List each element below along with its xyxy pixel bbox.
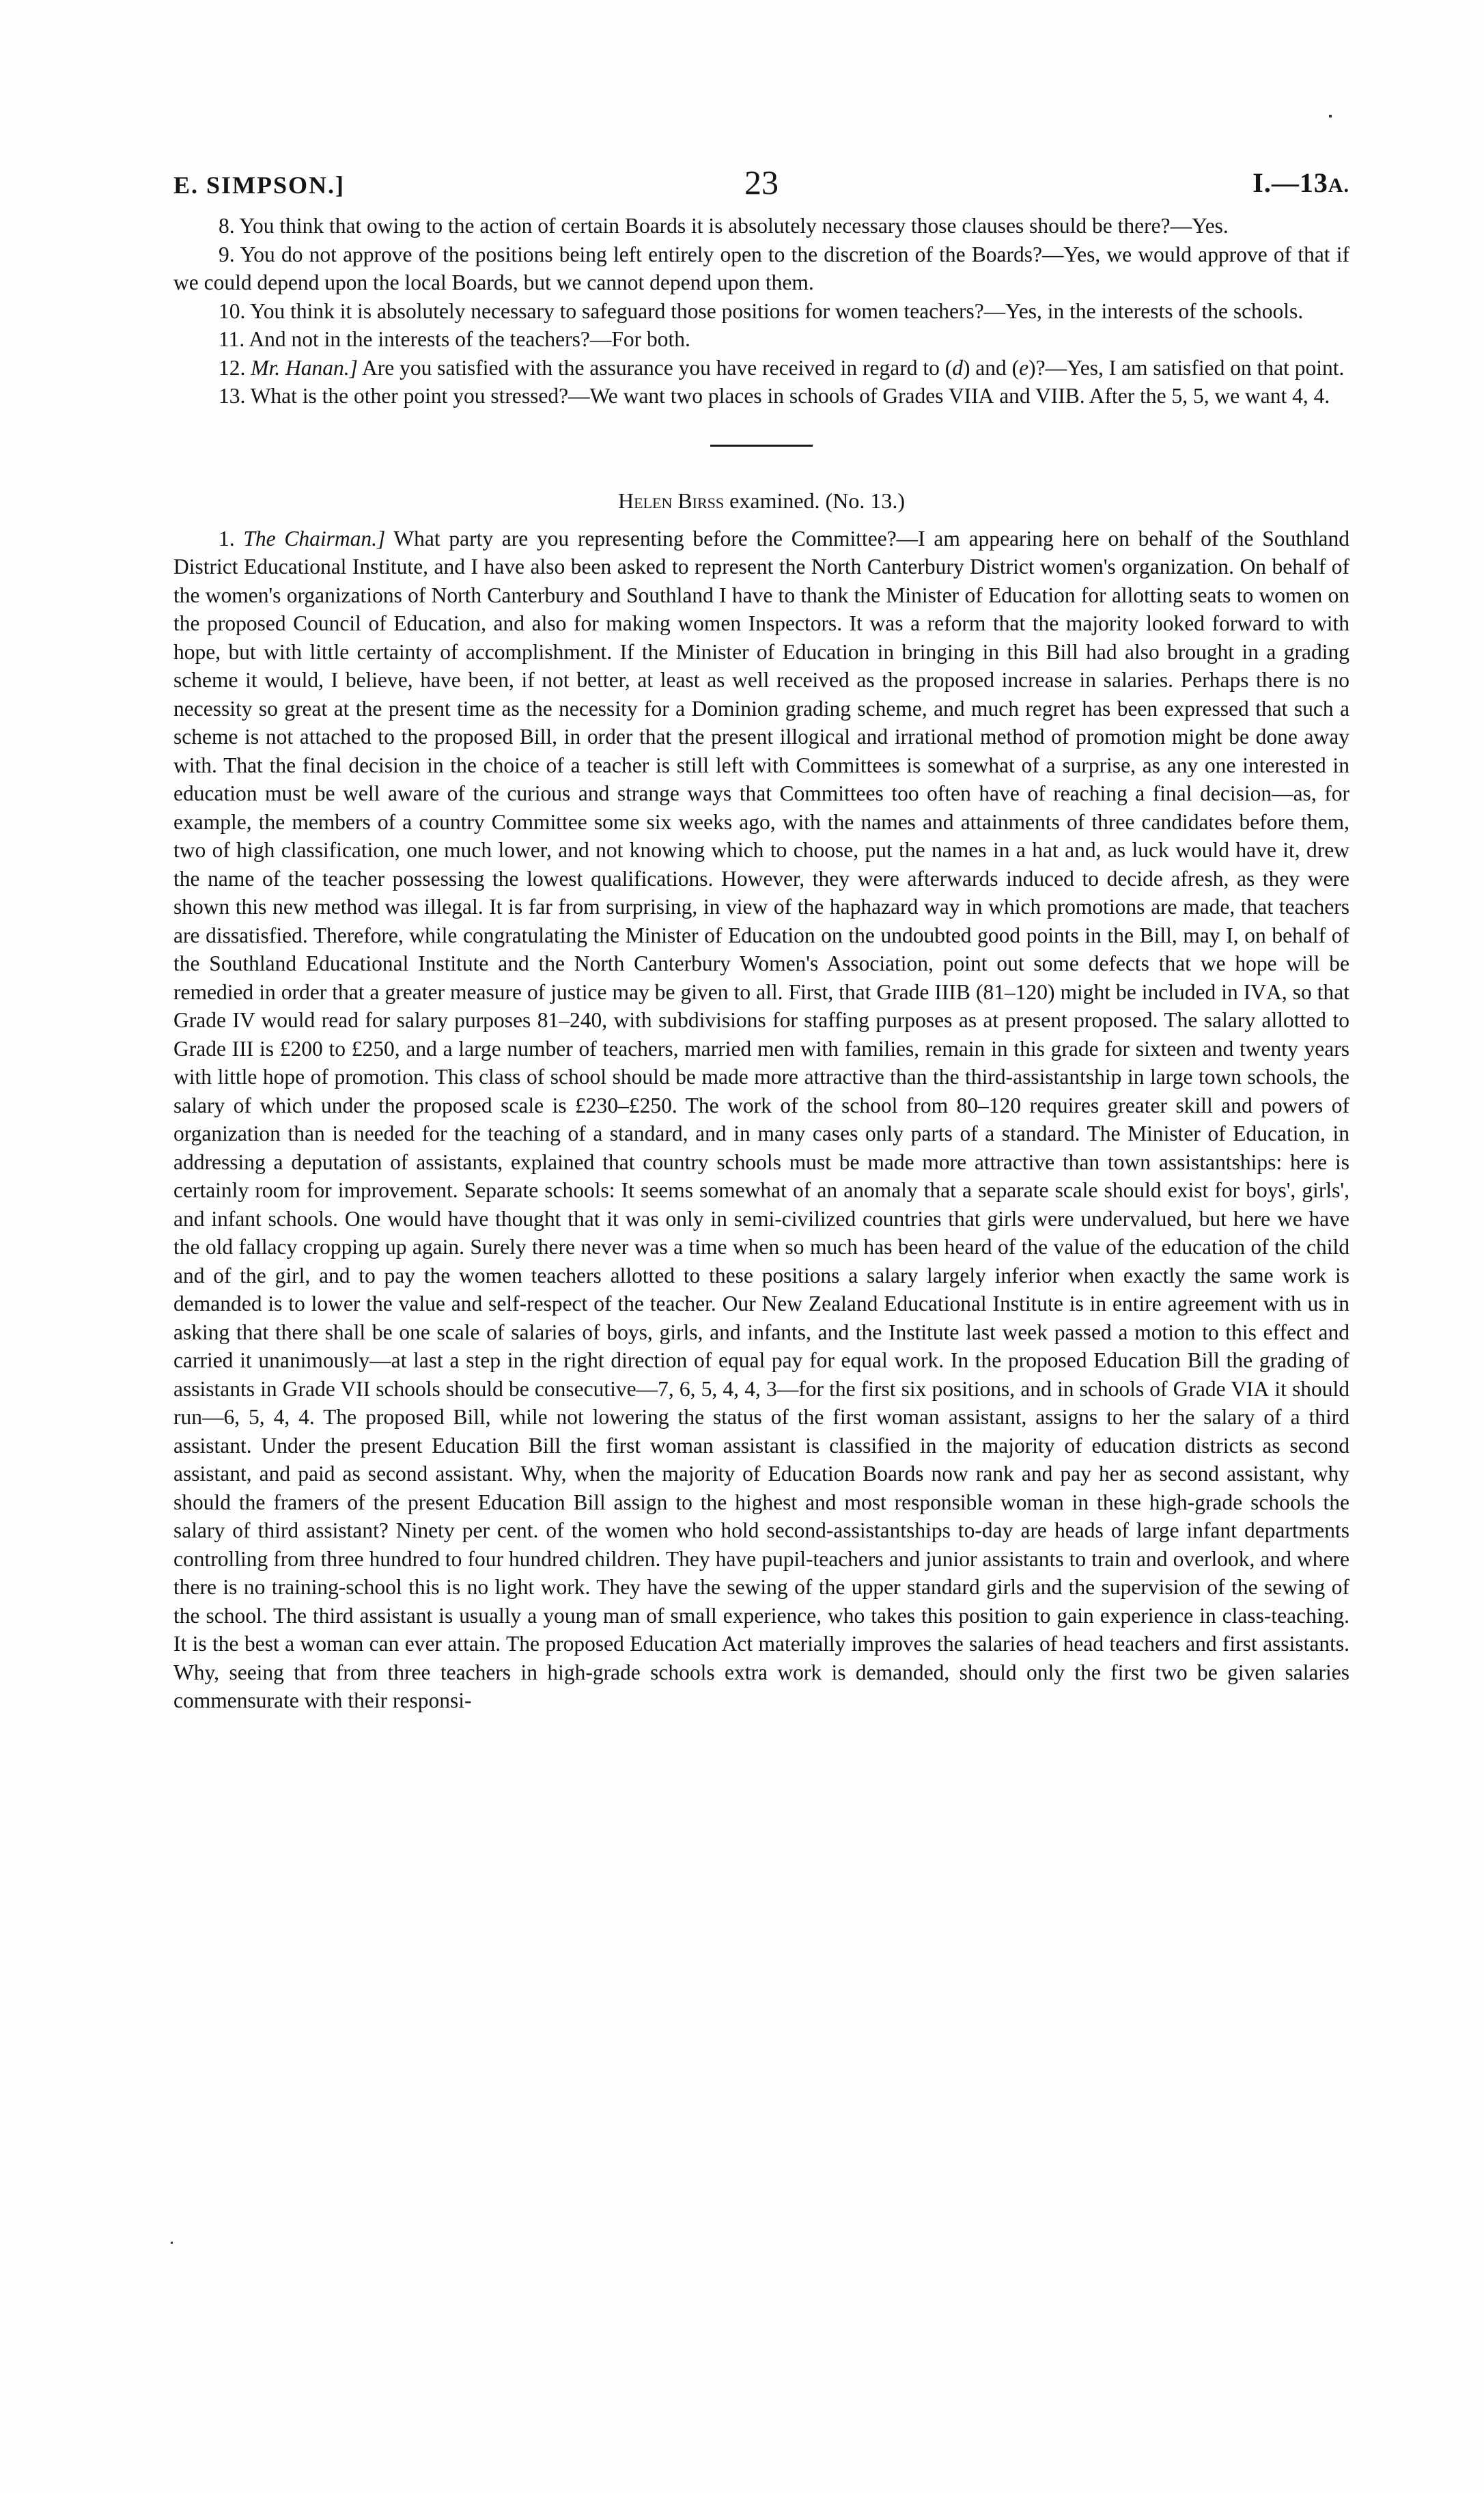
paragraph-text: And not in the interests of the teachers?—For both. xyxy=(249,327,690,351)
paragraph-number: 11. xyxy=(219,327,245,351)
paragraph-number: 10. xyxy=(219,298,246,323)
section-divider xyxy=(710,445,813,447)
document-reference-main: I.—13 xyxy=(1252,167,1328,198)
paragraph-number: 9. xyxy=(219,242,235,266)
testimony-paragraph xyxy=(173,525,1349,1715)
paragraph-text: You do not approve of the positions being left entirely open to the discretion of the Boards?—Yes, we would approve of that if we could depend upon the local Boards, but we cannot depend upon them. xyxy=(173,242,1349,294)
paragraph-number: 12. xyxy=(219,355,246,380)
italic-text: Mr. Hanan.] xyxy=(251,355,358,380)
paragraph-number: 1. xyxy=(219,526,235,551)
witness-name: Helen Birss xyxy=(618,488,725,513)
paragraph-text: You think that owing to the action of certain Boards it is absolutely necessary those clauses should be there?—Yes. xyxy=(239,214,1229,238)
small-caps-text: A xyxy=(1253,1376,1270,1401)
testimony xyxy=(173,525,1349,1715)
questions-list xyxy=(173,212,1349,410)
italic-text: d xyxy=(952,355,963,380)
paragraph-text: , so that Grade IV would read for salary purposes 81–240, with subdivisions for staffing purposes as at present proposed. The salary allotted to Grade III is £200 to £250, and a large number of teachers, married men with families, remain in this grade for sixteen and twenty years with little hope of promotion. This class of school should be made more attractive than the third-assistantship in large town schools, the salary of which under the proposed scale is £230–£250. The work of the school from 80–120 requires greater skill and powers of organization than is needed for the teaching of a standard, and in many cases only parts of a standard. The Minister of Education, in addressing a deputation of assistants, explained that country schools must be made more attractive than town assistantships: here is certainly room for improvement. Separate schools: It seems somewhat of an anomaly that a separate scale should exist for boys', girls', and infant schools. One would have thought that it was only in semi-civilized countries that girls were undervalued, but here we have the old fallacy cropping up again. Surely there never was a time when so much has been heard of the value of the education of the child and of the girl, and to pay the women teachers allotted to these positions a salary largely inferior when exactly the same work is demanded is to lower the value and self-respect of the teacher. Our New Zealand Educational Institute is in entire agreement with us in asking that there shall be one scale of salaries of boys, girls, and infants, and the Institute last week passed a motion to this effect and carried it unanimously—at last a step in the right direction of equal pay for equal work. In the proposed Education Bill the grading of assistants in Grade VII schools should be consecutive—7, 6, 5, 4, 4, 3—for the first six positions, and in schools of Grade VI xyxy=(173,979,1350,1401)
section-heading-rest: examined. (No. 13.) xyxy=(724,488,905,513)
question-paragraph xyxy=(173,297,1349,326)
paragraph-number: 8. xyxy=(219,214,235,238)
running-head xyxy=(173,163,1349,212)
header-witness-name: E. SIMPSON.] xyxy=(173,171,346,199)
paragraph-number: 13. xyxy=(219,384,246,408)
section-heading xyxy=(173,486,1349,515)
paragraph-text: . After the 5, 5, we want 4, 4. xyxy=(1079,384,1330,408)
small-caps-text: B xyxy=(1065,384,1080,408)
paragraph-text: ) and ( xyxy=(962,355,1020,380)
document-reference xyxy=(1252,167,1349,199)
question-paragraph xyxy=(173,240,1349,297)
paragraph-text: it should run—6, 5, 4, 4. The proposed Bill, while not lowering the status of the first woman assistant, assigns to her the salary of a third assistant. Under the present Education Bill the first woman assistant is classified in the majority of education districts as second assistant, and paid as second assistant. Why, when the majority of Education Boards now rank and pay her as second assistant, why should the framers of the present Education Bill assign to the highest and most responsible woman in these high-grade schools the salary of third assistant? Ninety per cent. of the women who hold second-assistantships to-day are heads of large infant departments controlling from three hundred to four hundred children. They have pupil-teachers and junior assistants to train and overlook, and where there is no training-school this is no light work. They have the sewing of the upper standard girls and the supervision of the sewing of the school. The third assistant is usually a young man of small experience, who takes this position to gain experience in class-teaching. It is the best a woman can ever attain. The proposed Education Act materially improves the salaries of head teachers and first assistants. Why, seeing that from three teachers in high-grade schools extra work is demanded, should only the first two be given salaries commensurate with their responsi- xyxy=(173,1376,1350,1712)
paragraph-text: Are you satisfied with the assurance you have received in regard to ( xyxy=(357,355,953,380)
page-number: 23 xyxy=(744,163,779,201)
italic-text: The Chairman.] xyxy=(243,526,386,551)
question-paragraph xyxy=(173,212,1349,240)
paragraph-text: What party are you representing before the Committee?—I am appearing here on behalf of the Southland District Educational Institute, and I have also been asked to represent the North Canterbury District women's organization. On behalf of the women's organizations of North Canterbury and Southland I have to thank the Minister of Education for allotting seats to women on the proposed Council of Education, and also for making women Inspectors. It was a reform that the majority looked forward to with hope, but with little certainty of accomplishment. If the Minister of Education in bringing in this Bill had also brought in a grading scheme it would, I believe, have been, if not better, at least as well received as the proposed increase in salaries. Perhaps there is no necessity so great at the present time as the necessity for a Dominion grading scheme, and much regret has been expressed that such a scheme is not attached to the proposed Bill, in order that the present illogical and irrational method of promotion might be done away with. That the final decision in the choice of a teacher is still left with Committees is somewhat of a surprise, as any one interested in education must be well aware of the curious and strange ways that Committees too often have of reaching a final decision—as, for example, the members of a country Committee some six weeks ago, with the names and attainments of three candidates before them, two of high classification, one much lower, and not knowing which to choose, put the names in a hat and, as luck would have it, drew the name of the teacher possessing the lowest qualifications. However, they were afterwards induced to decide afresh, as they were shown this new method was illegal. It is far from surprising, in view of the haphazard way in which promotions are made, that teachers are dissatisfied. Therefore, while congratulating the Minister of Education on the undoubted good points in the Bill, may I, on behalf of the Southland Educational Institute and the North Canterbury Women's Association, point out some defects that we hope will be remedied in order that a greater measure of justice may be given to all. First, that Grade III xyxy=(173,526,1350,1004)
paragraph-text: (81–120) might be included in IV xyxy=(970,979,1267,1004)
question-paragraph xyxy=(173,325,1349,354)
paragraph-text: )?—Yes, I am satisfied on that point. xyxy=(1028,355,1345,380)
question-paragraph xyxy=(173,382,1349,410)
paragraph-text: and VII xyxy=(994,384,1065,408)
paragraph-text: You think it is absolutely necessary to safeguard those positions for women teachers?—Yes, in the interests of the schools. xyxy=(250,298,1304,323)
small-caps-text: A xyxy=(978,384,994,408)
small-caps-text: B xyxy=(955,979,970,1004)
scan-speck xyxy=(1329,115,1332,117)
scan-speck xyxy=(171,2242,173,2244)
small-caps-text: A xyxy=(1266,979,1282,1004)
document-reference-suffix: A. xyxy=(1328,174,1349,197)
italic-text: e xyxy=(1019,355,1029,380)
paragraph-text: What is the other point you stressed?—We want two places in schools of Grades VII xyxy=(250,384,979,408)
question-paragraph xyxy=(173,354,1349,382)
